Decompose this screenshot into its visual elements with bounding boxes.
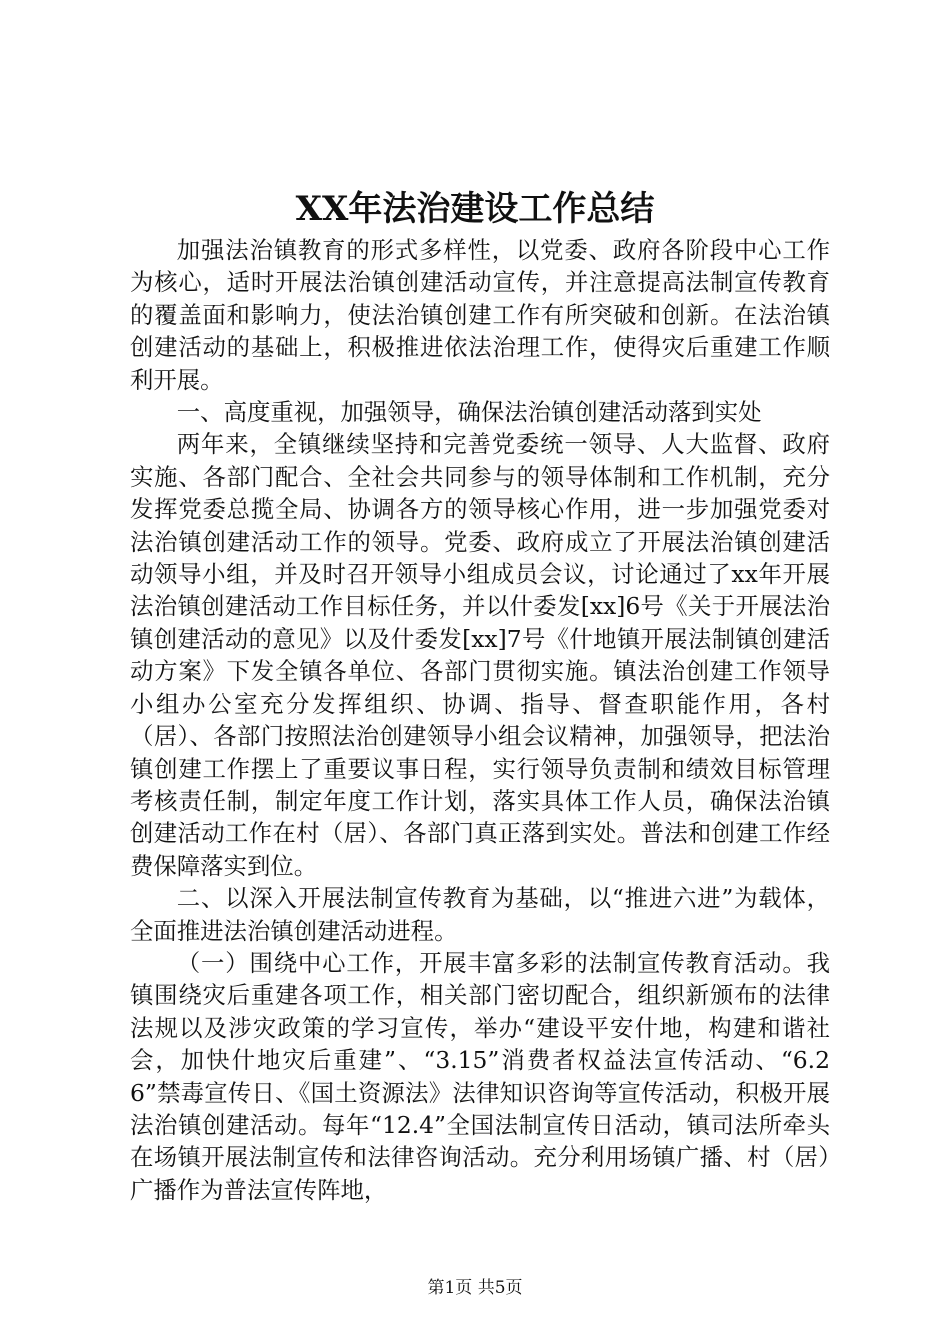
paragraph-intro: 加强法治镇教育的形式多样性，以党委、政府各阶段中心工作为核心，适时开展法治镇创建活动宣传，并注意提高法制宣传教育的覆盖面和影响力，使法治镇创建工作有所突破和创新。在法治镇创建活动的基础上，积极推进依法治理工作，使得灾后重建工作顺利开展。 bbox=[130, 236, 830, 394]
paragraph-section-2: （一）围绕中心工作，开展丰富多彩的法制宣传教育活动。我镇围绕灾后重建各项工作，相关部门密切配合，组织新颁布的法律法规以及涉灾政策的学习宣传，举办“建设平安什地，构建和谐社会，加快什地灾后重建”、“3.15”消费者权益法宣传活动、“6.26”禁毒宣传日、《国土资源法》法律知识咨询等宣传活动，积极开展法治镇创建活动。每年“12.4”全国法制宣传日活动，镇司法所牵头在场镇开展法制宣传和法律咨询活动。充分利用场镇广播、村（居）广播作为普法宣传阵地， bbox=[130, 948, 830, 1204]
page-footer: 第1页 共5页 bbox=[427, 1278, 523, 1298]
paragraph-heading-2: 二、以深入开展法制宣传教育为基础，以“推进六进”为载体，全面推进法治镇创建活动进程。 bbox=[130, 884, 830, 945]
document-body bbox=[130, 234, 830, 1206]
document-title: XX年法治建设工作总结 bbox=[295, 189, 655, 229]
paragraph-heading-1: 一、高度重视，加强领导，确保法治镇创建活动落到实处 bbox=[176, 398, 762, 427]
paragraph-section-1: 两年来，全镇继续坚持和完善党委统一领导、人大监督、政府实施、各部门配合、全社会共同参与的领导体制和工作机制，充分发挥党委总揽全局、协调各方的领导核心作用，进一步加强党委对法治镇创建活动工作的领导。党委、政府成立了开展法治镇创建活动领导小组，并及时召开领导小组成员会议，讨论通过了xx年开展法治镇创建活动工作目标任务，并以什委发[xx]6号《关于开展法治镇创建活动的意见》以及什委发[xx]7号《什地镇开展法制镇创建活动方案》下发全镇各单位、各部门贯彻实施。镇法治创建工作领导小组办公室充分发挥组织、协调、指导、督查职能作用，各村（居）、各部门按照法治创建领导小组会议精神，加强领导，把法治镇创建工作摆上了重要议事日程，实行领导负责制和绩效目标管理考核责任制，制定年度工作计划，落实具体工作人员，确保法治镇创建活动工作在村（居）、各部门真正落到实处。普法和创建工作经费保障落实到位。 bbox=[130, 430, 830, 880]
